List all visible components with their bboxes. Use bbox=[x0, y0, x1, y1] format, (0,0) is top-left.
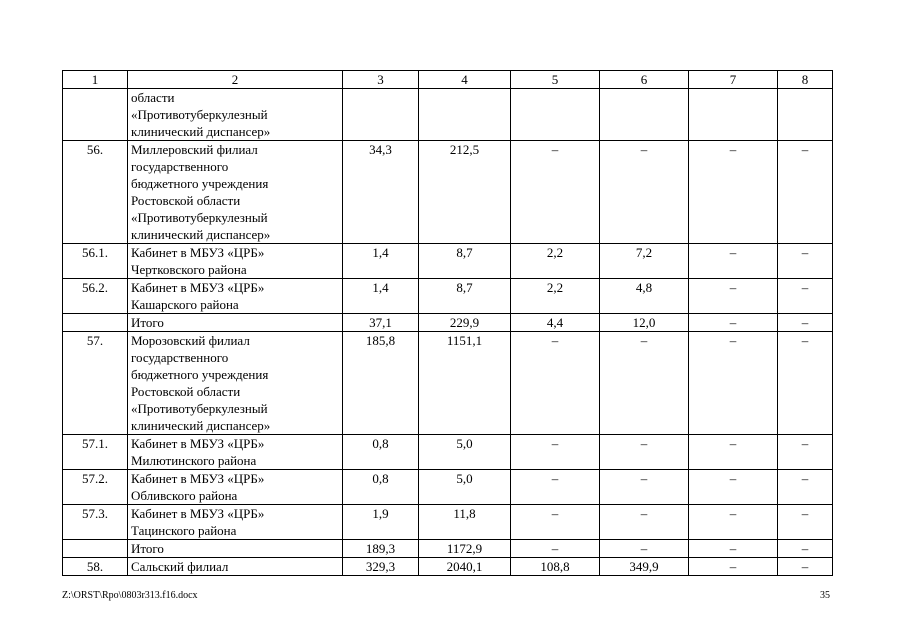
column-header: 2 bbox=[128, 71, 343, 89]
row-number: 57.1. bbox=[63, 435, 128, 470]
institution-name bbox=[128, 505, 343, 540]
institution-name bbox=[128, 558, 343, 576]
value-cell-col-8: – bbox=[778, 470, 833, 505]
value-cell-col-7 bbox=[689, 89, 778, 141]
value-cell-col-7: – bbox=[689, 505, 778, 540]
value-cell-col-5: 2,2 bbox=[511, 244, 600, 279]
value-cell-col-6: – bbox=[600, 332, 689, 435]
value-cell-col-4: 5,0 bbox=[419, 470, 511, 505]
institution-name-line: области bbox=[131, 90, 175, 105]
value-cell-col-4: 1151,1 bbox=[419, 332, 511, 435]
institution-name-line: клинический диспансер» bbox=[131, 227, 271, 242]
table-row bbox=[63, 470, 833, 505]
value-cell-col-6: 7,2 bbox=[600, 244, 689, 279]
institution-name-line: Чертковского района bbox=[131, 262, 247, 277]
value-cell-col-3 bbox=[343, 89, 419, 141]
institution-name-line: Милютинского района bbox=[131, 453, 257, 468]
institution-name-line: «Противотуберкулезный bbox=[131, 401, 268, 416]
institution-name-line: Миллеровский филиал bbox=[131, 142, 258, 157]
value-cell-col-5: 108,8 bbox=[511, 558, 600, 576]
value-cell-col-5: – bbox=[511, 470, 600, 505]
table-row bbox=[63, 314, 833, 332]
value-cell-col-4 bbox=[419, 89, 511, 141]
row-number: 58. bbox=[63, 558, 128, 576]
row-number: 56.1. bbox=[63, 244, 128, 279]
data-table bbox=[62, 70, 833, 576]
value-cell-col-6: – bbox=[600, 505, 689, 540]
institution-name-line: клинический диспансер» bbox=[131, 124, 271, 139]
value-cell-col-8: – bbox=[778, 141, 833, 244]
table-row bbox=[63, 141, 833, 244]
value-cell-col-6: 4,8 bbox=[600, 279, 689, 314]
value-cell-col-6: 349,9 bbox=[600, 558, 689, 576]
value-cell-col-5 bbox=[511, 89, 600, 141]
value-cell-col-7: – bbox=[689, 540, 778, 558]
value-cell-col-5: – bbox=[511, 505, 600, 540]
value-cell-col-8: – bbox=[778, 314, 833, 332]
institution-name-line: Кабинет в МБУЗ «ЦРБ» bbox=[131, 245, 265, 260]
value-cell-col-7: – bbox=[689, 332, 778, 435]
row-number: 57. bbox=[63, 332, 128, 435]
row-number bbox=[63, 89, 128, 141]
table-row bbox=[63, 244, 833, 279]
value-cell-col-4: 2040,1 bbox=[419, 558, 511, 576]
institution-name-line: Морозовский филиал bbox=[131, 333, 250, 348]
value-cell-col-4: 1172,9 bbox=[419, 540, 511, 558]
institution-name-line: Сальский филиал bbox=[131, 559, 229, 574]
table-row bbox=[63, 332, 833, 435]
value-cell-col-5: – bbox=[511, 435, 600, 470]
value-cell-col-6: – bbox=[600, 435, 689, 470]
table-header-row bbox=[63, 71, 833, 89]
value-cell-col-8: – bbox=[778, 435, 833, 470]
table-row bbox=[63, 89, 833, 141]
value-cell-col-3: 37,1 bbox=[343, 314, 419, 332]
value-cell-col-7: – bbox=[689, 244, 778, 279]
institution-name-line: бюджетного учреждения bbox=[131, 367, 269, 382]
value-cell-col-6: – bbox=[600, 470, 689, 505]
value-cell-col-4: 229,9 bbox=[419, 314, 511, 332]
value-cell-col-3: 1,4 bbox=[343, 244, 419, 279]
institution-name-line: государственного bbox=[131, 350, 229, 365]
column-header: 3 bbox=[343, 71, 419, 89]
institution-name bbox=[128, 141, 343, 244]
institution-name-line: Кабинет в МБУЗ «ЦРБ» bbox=[131, 506, 265, 521]
value-cell-col-3: 0,8 bbox=[343, 435, 419, 470]
institution-name bbox=[128, 540, 343, 558]
value-cell-col-3: 189,3 bbox=[343, 540, 419, 558]
table-row bbox=[63, 279, 833, 314]
institution-name-line: Ростовской области bbox=[131, 384, 241, 399]
value-cell-col-5: 2,2 bbox=[511, 279, 600, 314]
value-cell-col-7: – bbox=[689, 558, 778, 576]
value-cell-col-3: 1,4 bbox=[343, 279, 419, 314]
value-cell-col-8: – bbox=[778, 244, 833, 279]
value-cell-col-7: – bbox=[689, 470, 778, 505]
institution-name-line: бюджетного учреждения bbox=[131, 176, 269, 191]
value-cell-col-8 bbox=[778, 89, 833, 141]
institution-name-line: Итого bbox=[131, 315, 164, 330]
column-header: 1 bbox=[63, 71, 128, 89]
table-row bbox=[63, 435, 833, 470]
value-cell-col-3: 1,9 bbox=[343, 505, 419, 540]
column-header: 8 bbox=[778, 71, 833, 89]
value-cell-col-8: – bbox=[778, 332, 833, 435]
value-cell-col-5: – bbox=[511, 540, 600, 558]
value-cell-col-3: 185,8 bbox=[343, 332, 419, 435]
value-cell-col-7: – bbox=[689, 141, 778, 244]
row-number: 56. bbox=[63, 141, 128, 244]
institution-name-line: клинический диспансер» bbox=[131, 418, 271, 433]
value-cell-col-8: – bbox=[778, 558, 833, 576]
page-number: 35 bbox=[820, 590, 830, 601]
institution-name-line: Ростовской области bbox=[131, 193, 241, 208]
institution-name bbox=[128, 332, 343, 435]
column-header: 7 bbox=[689, 71, 778, 89]
column-header: 6 bbox=[600, 71, 689, 89]
table-row bbox=[63, 558, 833, 576]
institution-name-line: Обливского района bbox=[131, 488, 238, 503]
value-cell-col-6: – bbox=[600, 540, 689, 558]
value-cell-col-4: 212,5 bbox=[419, 141, 511, 244]
table-row bbox=[63, 505, 833, 540]
institution-name bbox=[128, 89, 343, 141]
row-number bbox=[63, 540, 128, 558]
column-header: 5 bbox=[511, 71, 600, 89]
institution-name-line: государственного bbox=[131, 159, 229, 174]
value-cell-col-4: 8,7 bbox=[419, 279, 511, 314]
value-cell-col-5: – bbox=[511, 141, 600, 244]
institution-name-line: Кабинет в МБУЗ «ЦРБ» bbox=[131, 436, 265, 451]
value-cell-col-5: 4,4 bbox=[511, 314, 600, 332]
value-cell-col-7: – bbox=[689, 435, 778, 470]
row-number: 57.2. bbox=[63, 470, 128, 505]
value-cell-col-4: 11,8 bbox=[419, 505, 511, 540]
value-cell-col-3: 34,3 bbox=[343, 141, 419, 244]
value-cell-col-5: – bbox=[511, 332, 600, 435]
value-cell-col-8: – bbox=[778, 505, 833, 540]
institution-name-line: Кашарского района bbox=[131, 297, 239, 312]
institution-name-line: «Противотуберкулезный bbox=[131, 210, 268, 225]
row-number: 57.3. bbox=[63, 505, 128, 540]
institution-name bbox=[128, 470, 343, 505]
value-cell-col-3: 0,8 bbox=[343, 470, 419, 505]
value-cell-col-7: – bbox=[689, 314, 778, 332]
institution-name-line: Кабинет в МБУЗ «ЦРБ» bbox=[131, 280, 265, 295]
value-cell-col-4: 5,0 bbox=[419, 435, 511, 470]
table-row bbox=[63, 540, 833, 558]
institution-name-line: Итого bbox=[131, 541, 164, 556]
value-cell-col-8: – bbox=[778, 540, 833, 558]
column-header: 4 bbox=[419, 71, 511, 89]
institution-name bbox=[128, 314, 343, 332]
footer-file-path: Z:\ORST\Rpo\0803r313.f16.docx bbox=[62, 590, 198, 601]
value-cell-col-7: – bbox=[689, 279, 778, 314]
row-number bbox=[63, 314, 128, 332]
row-number: 56.2. bbox=[63, 279, 128, 314]
value-cell-col-6: 12,0 bbox=[600, 314, 689, 332]
institution-name-line: Тацинского района bbox=[131, 523, 237, 538]
institution-name bbox=[128, 279, 343, 314]
institution-name bbox=[128, 435, 343, 470]
value-cell-col-8: – bbox=[778, 279, 833, 314]
value-cell-col-4: 8,7 bbox=[419, 244, 511, 279]
institution-name-line: «Противотуберкулезный bbox=[131, 107, 268, 122]
value-cell-col-6: – bbox=[600, 141, 689, 244]
value-cell-col-3: 329,3 bbox=[343, 558, 419, 576]
institution-name-line: Кабинет в МБУЗ «ЦРБ» bbox=[131, 471, 265, 486]
value-cell-col-6 bbox=[600, 89, 689, 141]
institution-name bbox=[128, 244, 343, 279]
